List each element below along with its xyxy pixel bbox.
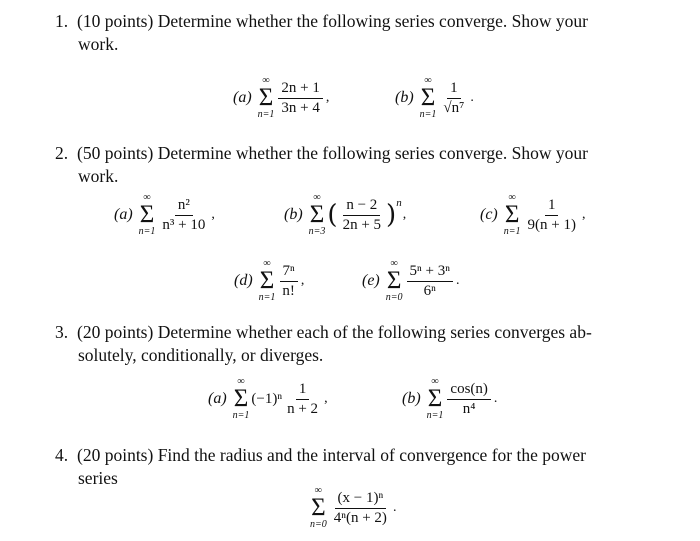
part-label: (b): [284, 206, 303, 223]
sigma-icon: ∞ Σ n=1: [258, 258, 276, 303]
sigma-icon: ∞ Σ n=1: [138, 192, 156, 237]
part-label: (c): [480, 206, 498, 223]
problem-number: 3.: [55, 322, 69, 342]
problem-2e: (e) ∞ Σ n=0 $\frac{\text{5ⁿ + 3ⁿ}}{\text{6ⁿ}}$ .: [362, 258, 460, 303]
problem-number: 4.: [55, 445, 69, 465]
part-label: (d): [234, 272, 253, 289]
problem-line: solutely, conditionally, or diverges.: [78, 345, 324, 365]
sigma-icon: ∞ Σ n=0: [310, 485, 327, 530]
part-label: (e): [362, 272, 380, 289]
problem-1b: (b) ∞ Σ n=1 $\frac{1}{\text{√n⁷}}$ .: [395, 75, 474, 120]
problem-line: (50 points) Determine whether the following series converge. Show your: [77, 143, 588, 163]
problem-1a: (a) ∞ Σ n=1 $\frac{2n + 1}{3n + 4}$ ,: [233, 75, 330, 120]
problem-3a: (a) ∞ Σ n=1 (−1)ⁿ $\frac{1}{n + 2}$ ,: [208, 376, 328, 421]
sigma-icon: ∞ Σ n=1: [232, 376, 250, 421]
part-label: (a): [233, 89, 252, 106]
fraction: $\frac{\text{n²}}{\text{n³ + 10}}$: [162, 196, 206, 233]
part-label: (b): [395, 89, 414, 106]
sigma-icon: ∞ Σ n=0: [385, 258, 403, 303]
problem-2b: (b) ∞ Σ n=3 ( $\frac{n - 2}{2n + 5}$ ) n ,: [284, 192, 407, 237]
problem-line: work.: [78, 34, 119, 54]
sigma-icon: ∞ Σ n=1: [257, 75, 275, 120]
part-label: (a): [208, 390, 227, 407]
problem-2-text: [55, 142, 588, 188]
problem-2d: (d) ∞ Σ n=1 $\frac{\text{7ⁿ}}{n!}$ ,: [234, 258, 305, 303]
fraction: $\frac{2n + 1}{3n + 4}$: [278, 80, 322, 117]
problem-4-text: [55, 444, 586, 490]
sigma-icon: ∞ Σ n=3: [308, 192, 326, 237]
fraction: $\frac{\text{7ⁿ}}{n!}$: [279, 263, 298, 300]
sigma-icon: ∞ Σ n=1: [419, 75, 437, 120]
sigma-icon: ∞ Σ n=1: [426, 376, 444, 421]
problem-1-text: [55, 10, 588, 56]
part-label: (b): [402, 390, 421, 407]
problem-4-series: ∞ Σ n=0 $\frac{\text{(x − 1)ⁿ}}{\text{4ⁿ(n + 2)}}$ .: [310, 485, 397, 530]
fraction: $\frac{1}{n + 2}$: [287, 380, 319, 417]
fraction: $\frac{n - 2}{2n + 5}$: [342, 196, 382, 233]
fraction: $\frac{\text{5ⁿ + 3ⁿ}}{\text{6ⁿ}}$: [407, 263, 453, 300]
fraction: $\frac{\text{(x − 1)ⁿ}}{\text{4ⁿ(n + 2)}}$: [333, 489, 387, 526]
problem-number: 2.: [55, 143, 69, 163]
problem-number: 1.: [55, 11, 69, 31]
part-label: (a): [114, 206, 133, 223]
problem-line: work.: [78, 166, 119, 186]
problem-2c: (c) ∞ Σ n=1 $\frac{1}{9(n + 1)}$ ,: [480, 192, 586, 237]
sigma-icon: ∞ Σ n=1: [503, 192, 521, 237]
fraction: $\frac{1}{\text{√n⁷}}$: [443, 79, 465, 116]
problem-line: (10 points) Determine whether the following series converge. Show your: [77, 11, 588, 31]
problem-3b: (b) ∞ Σ n=1 $\frac{\cos(n)}{\text{n⁴}}$ .: [402, 376, 498, 421]
fraction: $\frac{\cos(n)}{\text{n⁴}}$: [447, 381, 491, 418]
problem-line: (20 points) Determine whether each of the following series converges ab-: [77, 322, 592, 342]
problem-3-text: [55, 321, 592, 367]
problem-line: series: [78, 468, 118, 488]
problem-line: (20 points) Find the radius and the interval of convergence for the power: [77, 445, 586, 465]
alternating-factor: (−1)ⁿ: [251, 390, 283, 407]
problem-2a: (a) ∞ Σ n=1 $\frac{\text{n²}}{\text{n³ + 10}}$ ,: [114, 192, 215, 237]
fraction: $\frac{1}{9(n + 1)}$: [527, 196, 576, 233]
